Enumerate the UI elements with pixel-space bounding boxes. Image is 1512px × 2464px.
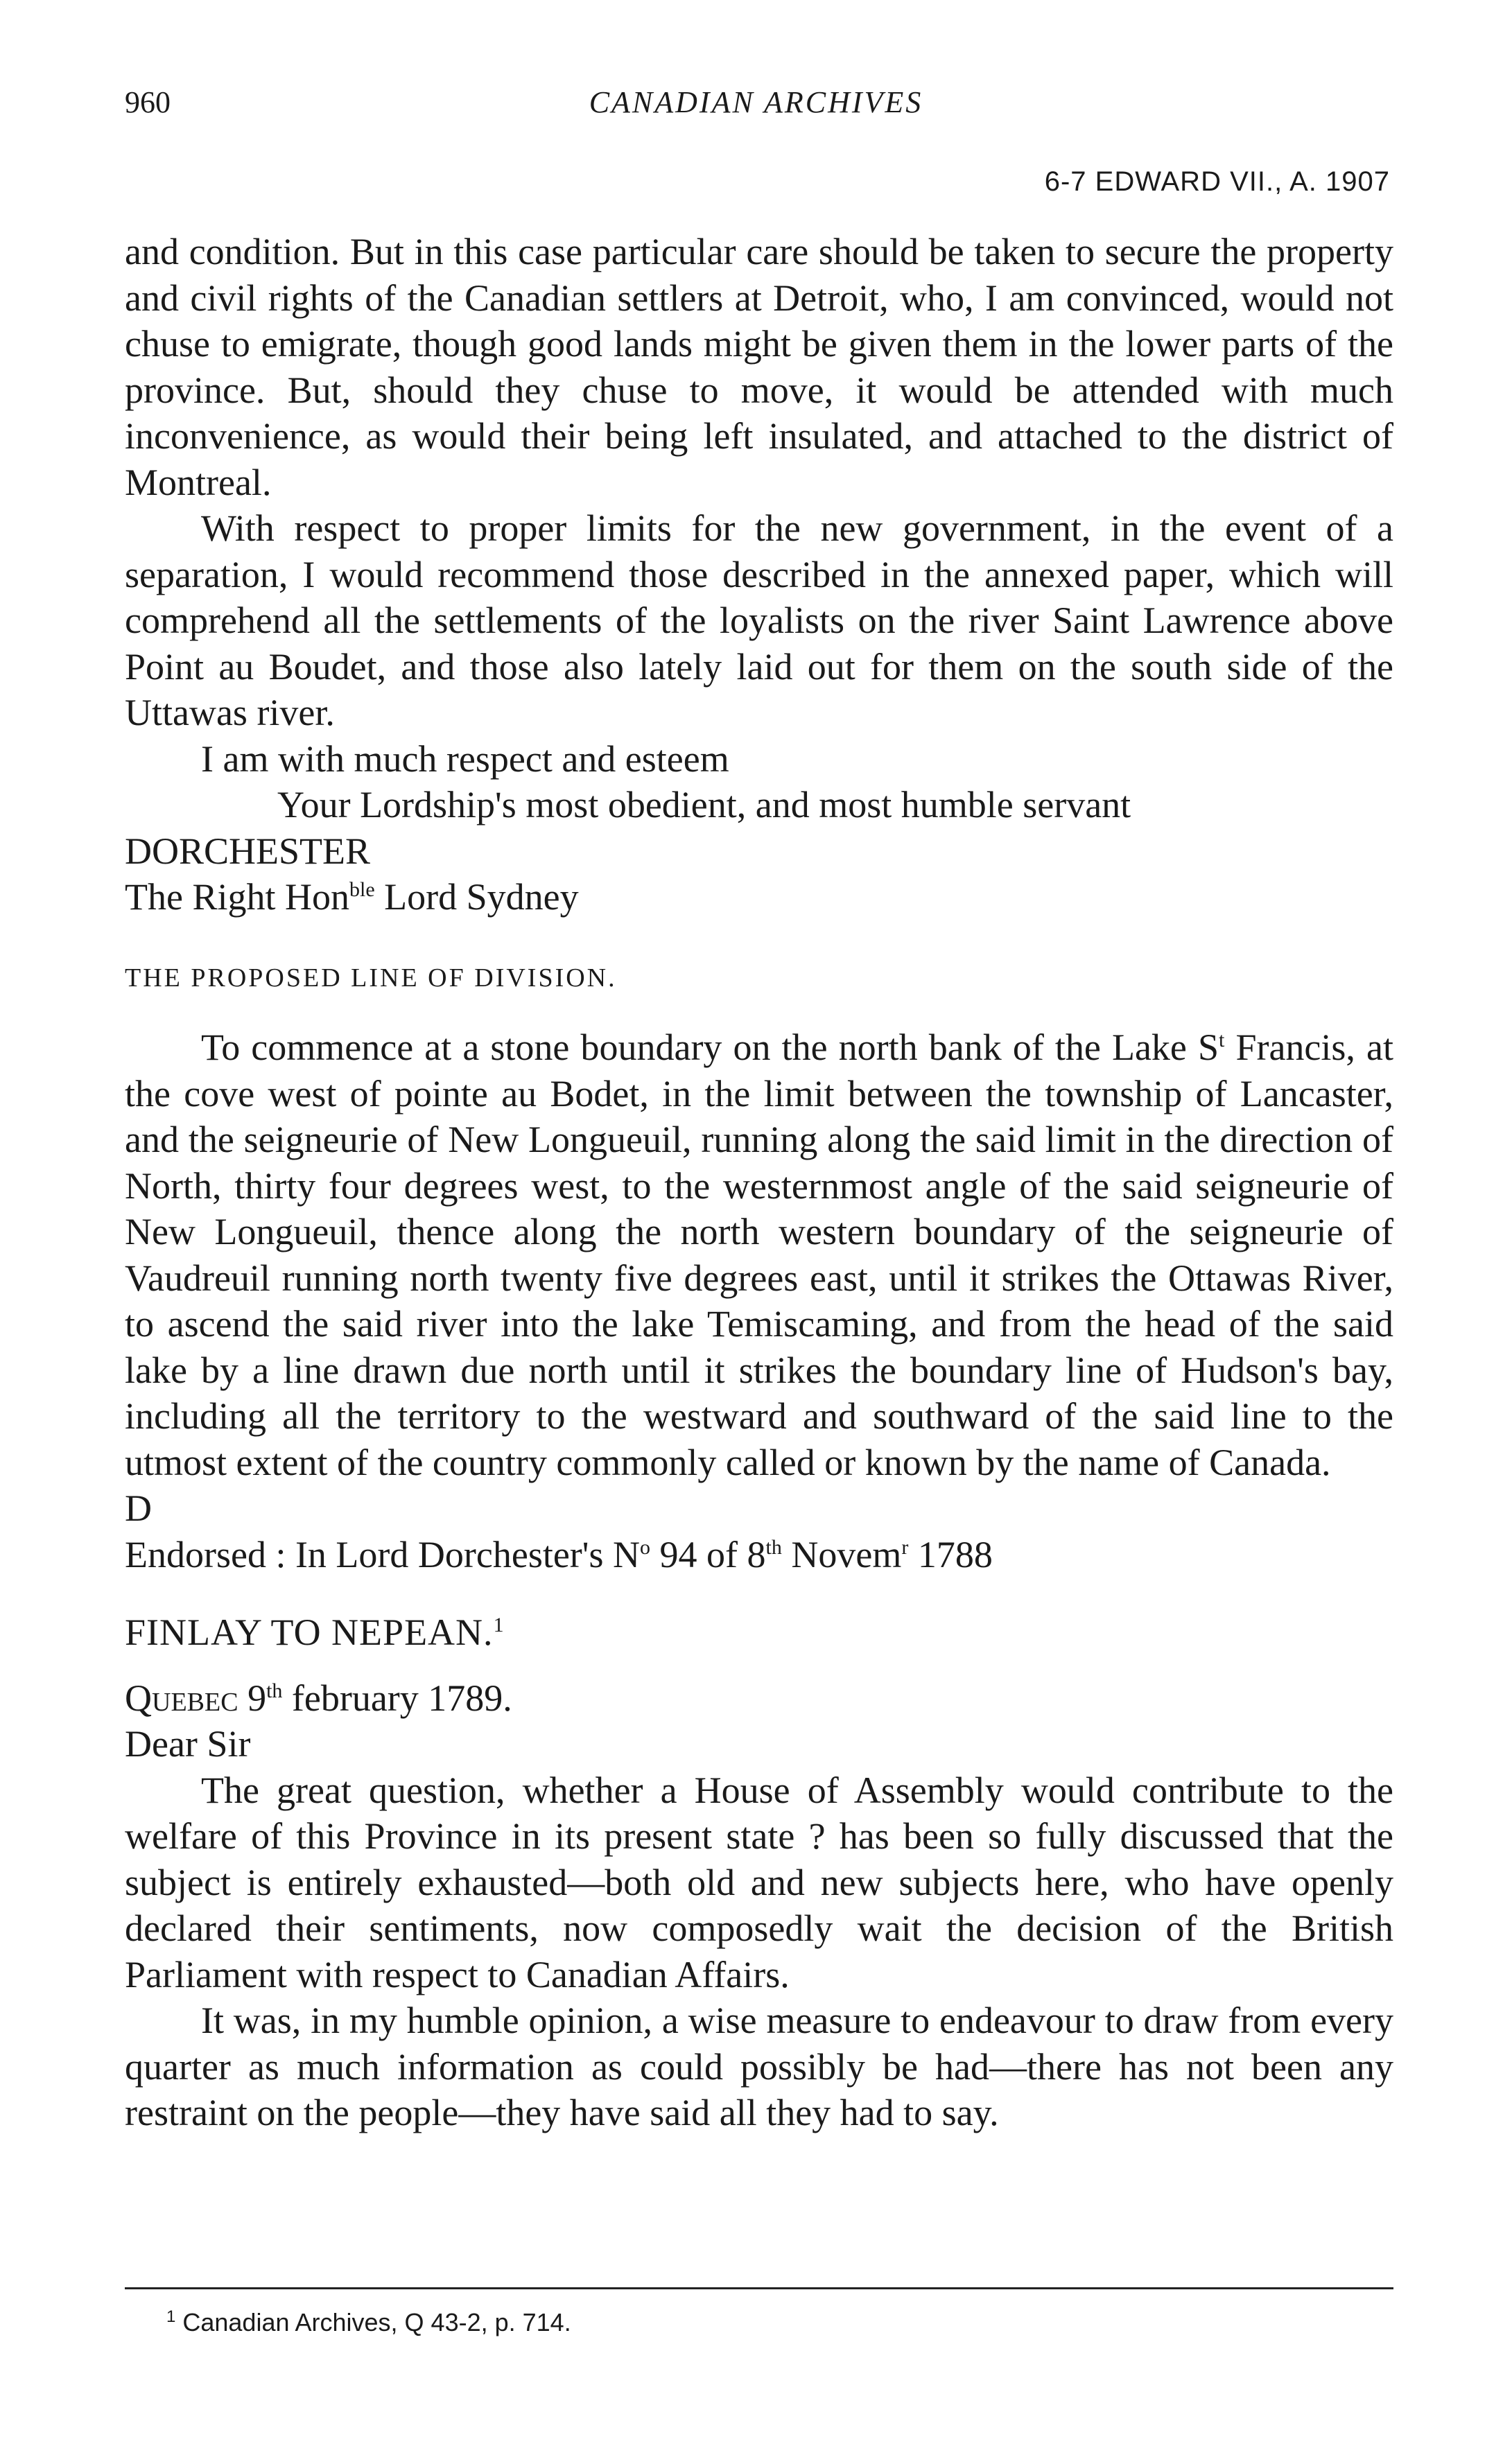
letter2-place: Quebec [125,1677,238,1719]
letter1-closing-2: Your Lordship's most obedient, and most humble servant [277,784,1131,825]
division-text-end: Francis, at the cove west of pointe au Bodet, in the limit between the township of Lancaster, and the seigneurie of New Longueuil, running along the said limit in the direction of North, thirty four degrees west, to the westernmost angle of the said seigneurie of New Longueuil, thence along the north western boundary of the seigneurie of Vaudreuil running north twenty five degrees east, until it strikes the Ottawas River, to ascend the said river into the lake Temiscaming, and from the head of the said lake by a line drawn due north until it strikes the boundary line of Hudson's bay, including all the territory to the westward and southward of the said line to the utmost extent of the country commonly called or known by the name of Canada. [125,1026,1393,1483]
letter2-paragraph-1: The great question, whether a House of Assembly would contribute to the welfare of this Province in its present state ? has been so fully discussed that the subject is entirely exhausted—both old and new subjects here, who have openly declared their sentiments, now composedly wait the decision of the British Parliament with respect to Canadian Affairs. [125,1769,1393,1995]
addressee-text: The Right Hon [125,876,349,918]
endorsement-text-2: 94 of 8 [650,1533,766,1575]
footnote-ref[interactable]: 1 [493,1614,505,1636]
endorsement-sup-1: o [640,1535,651,1559]
footnote-text: Canadian Archives, Q 43-2, p. 714. [175,2308,571,2336]
division-initial: D [125,1487,152,1529]
session-label: 6-7 EDWARD VII., A. 1907 [1044,166,1390,197]
footnote-rule [125,2287,1393,2289]
endorsement-text: Endorsed : In Lord Dorchester's N [125,1533,641,1575]
letter2-paragraph-2: It was, in my humble opinion, a wise measure to endeavour to draw from every quarter as much information as could possibly be had—there has not been any restraint on the people—they have said all they had to say. [125,2000,1393,2133]
endorsement-text-3: Novem [781,1533,902,1575]
page-number: 960 [125,85,171,119]
running-header [0,85,1512,126]
letter1-signature: DORCHESTER [125,830,371,872]
footnote-marker: 1 [166,2307,176,2326]
division-text-start: To commence at a stone boundary on the north bank of the Lake S [201,1026,1219,1068]
addressee-sup: ble [349,878,375,901]
footnote [166,2308,571,2337]
letter2-salutation: Dear Sir [125,1723,251,1765]
running-title: CANADIAN ARCHIVES [589,85,923,119]
letter1-addressee [125,874,1393,920]
letter1-paragraph-2: With respect to proper limits for the new government, in the event of a separation, I would recommend those described in the annexed paper, which will comprehend all the settlements of the loyalists on the river Saint Lawrence above Point au Boudet, and those also lately laid out for them on the south side of the Uttawas river. [125,507,1393,733]
page-body [125,229,1393,2136]
letter2-heading [125,1609,1393,1656]
addressee-text-end: Lord Sydney [374,876,579,918]
division-paragraph [125,1024,1393,1485]
division-text-sup: t [1219,1029,1225,1051]
endorsement-sup-3: r [901,1535,909,1559]
endorsement-sup-2: th [765,1535,782,1559]
letter2-heading-text: FINLAY TO NEPEAN. [125,1611,494,1653]
division-heading: THE PROPOSED LINE OF DIVISION. [125,963,617,993]
letter1-closing-1: I am with much respect and esteem [201,737,729,780]
endorsement-text-4: 1788 [908,1533,993,1575]
letter1-paragraph-1: and condition. But in this case particular care should be taken to secure the property and civil rights of the Canadian settlers at Detroit, who, I am convinced, would not chuse to emigrate, though good lands might be given them in the lower parts of the province. But, should they chuse to move, it would be attended with much inconvenience, as would their being left insulated, and attached to the district of Montreal. [125,231,1393,503]
letter2-date-end: february 1789. [282,1677,512,1719]
letter2-date: 9 [238,1677,267,1719]
letter2-date-sup: th [266,1679,283,1702]
letter2-dateline [125,1675,1393,1722]
endorsement [125,1532,1393,1578]
